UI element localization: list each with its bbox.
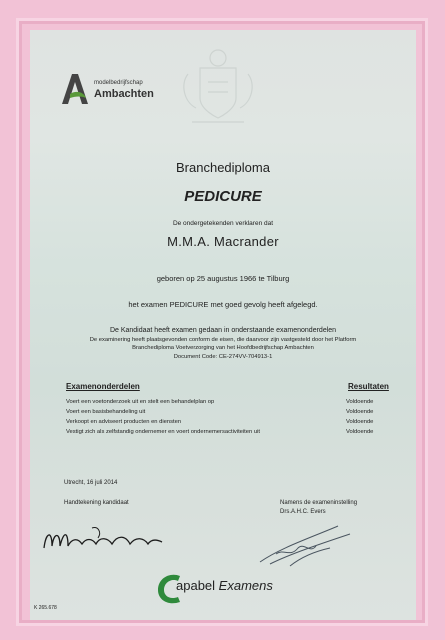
declaration-text: De ondergetekenden verklaren dat xyxy=(172,220,274,227)
registration-code: K 265.678 xyxy=(34,605,57,611)
exam-parts-table xyxy=(66,397,386,437)
logo-small-text: modelbedrijfschap xyxy=(94,80,143,86)
document-code: Document Code: CE-274VV-704913-1 xyxy=(173,354,273,360)
diploma-title: Branchediploma xyxy=(176,160,270,175)
examiner-signature xyxy=(240,518,360,570)
candidate-signature-label: Handtekening kandidaat xyxy=(64,500,129,506)
brand-name: apabel xyxy=(176,578,216,593)
exam-part-result: Voldoende xyxy=(346,409,374,415)
exam-result-text: het examen PEDICURE met goed gevolg heeft afgelegd. xyxy=(128,300,318,309)
issue-date: Utrecht, 16 juli 2014 xyxy=(64,480,118,486)
diploma-subject: PEDICURE xyxy=(184,188,262,205)
exam-part-result: Voldoende xyxy=(346,429,374,435)
examiner-name: Drs.A.H.C. Evers xyxy=(280,509,326,515)
diploma-paper xyxy=(30,30,416,620)
table-row xyxy=(66,417,386,427)
logo-big-text: Ambachten xyxy=(94,88,154,100)
exam-conformity-text: De examinering heeft plaatsgevonden conform de eisen, die daarvoor zijn vastgesteld door het Platform xyxy=(89,337,357,343)
institution-label: Namens de exameninstelling xyxy=(280,500,358,506)
exam-parts-header: Examenonderdelen xyxy=(66,382,140,391)
exam-part-item: Voert een voetonderzoek uit en stelt een behandelplan op xyxy=(66,399,215,405)
exam-part-item: Verkoopt en adviseert producten en diensten xyxy=(66,419,182,425)
candidate-name: M.M.A. Macrander xyxy=(167,234,279,249)
table-row xyxy=(66,397,386,407)
exam-part-item: Vestigt zich als zelfstandig ondernemer en voert ondernemersactiviteiten uit xyxy=(66,429,260,435)
ambachten-logo-icon xyxy=(58,70,92,106)
table-row xyxy=(66,407,386,417)
results-header: Resultaten xyxy=(348,382,389,391)
exam-part-result: Voldoende xyxy=(346,399,374,405)
birth-info: geboren op 25 augustus 1966 te Tilburg xyxy=(156,274,290,283)
exam-part-result: Voldoende xyxy=(346,419,374,425)
exam-part-item: Voert een basisbehandeling uit xyxy=(66,409,146,415)
platform-text: Branchediploma Voetverzorging van het Hoofdbedrijfschap Ambachten xyxy=(132,345,314,351)
crest-watermark xyxy=(170,38,266,134)
capabel-brand xyxy=(176,578,273,593)
candidate-signature xyxy=(38,518,168,558)
brand-suffix: Examens xyxy=(218,578,273,593)
candidate-exam-text: De Kandidaat heeft examen gedaan in onderstaande examenonderdelen xyxy=(109,327,337,334)
table-row xyxy=(66,427,386,437)
